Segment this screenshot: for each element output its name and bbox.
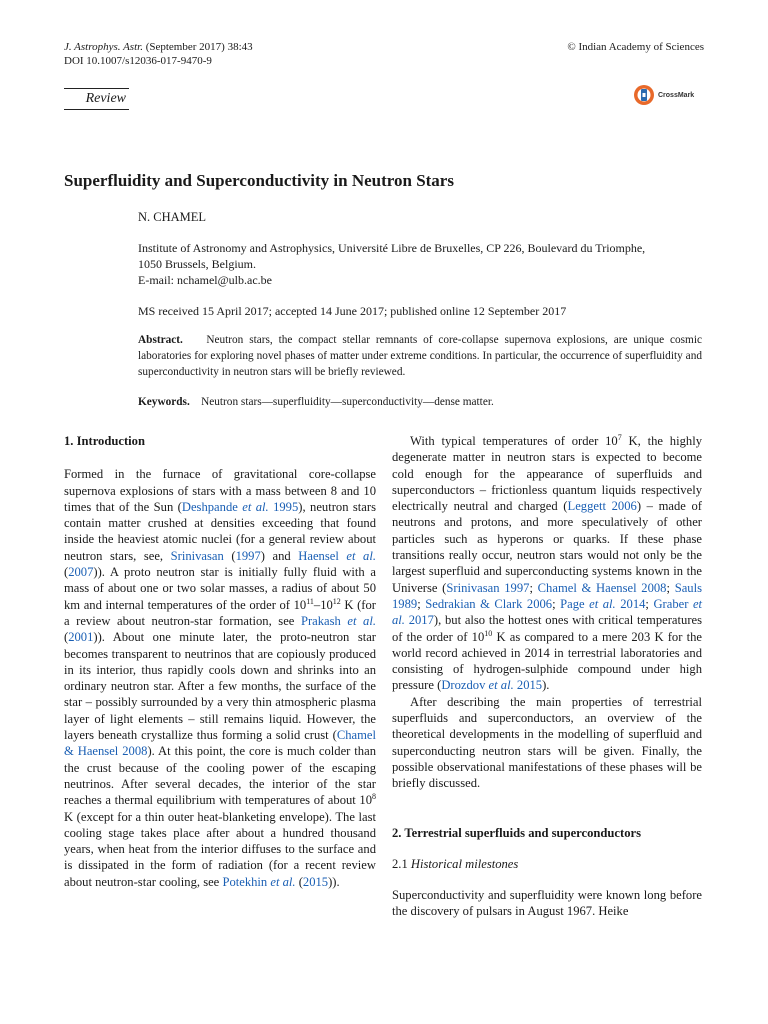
ref-potekhin-year[interactable]: 2015 [302, 874, 329, 889]
ref-deshpande[interactable]: Deshpande et al. 1995 [181, 499, 299, 514]
section-heading-introduction: 1. Introduction [64, 434, 145, 448]
manuscript-dates: MS received 15 April 2017; accepted 14 June 2017; published online 12 September 2017 [138, 304, 567, 318]
ref-haensel-year[interactable]: 2007 [68, 565, 94, 580]
exponent: 11 [306, 596, 314, 606]
ref-potekhin[interactable]: Potekhin et al. [222, 874, 296, 889]
paragraph-history: Superconductivity and superfluidity were known long before the discovery of pulsars in August 1967. Heike [392, 888, 702, 919]
section-heading-terrestrial: 2. Terrestrial superfluids and superconductors [392, 825, 641, 840]
doi[interactable]: DOI 10.1007/s12036-017-9470-9 [64, 55, 212, 67]
ref-prakash[interactable]: Prakash et al. [300, 613, 376, 628]
ref-chamel-haensel-2008[interactable]: Chamel & Haensel 2008 [537, 580, 667, 595]
exponent: 7 [617, 432, 622, 442]
author-email[interactable]: E-mail: nchamel@ulb.ac.be [138, 273, 272, 287]
ref-drozdov[interactable]: Drozdov et al. 2015 [441, 678, 543, 693]
journal-issue: (September 2017) 38:43 [142, 41, 253, 53]
keywords-text: Neutron stars—superfluidity—superconductivity—dense matter. [201, 396, 494, 408]
ref-sedrakian-clark[interactable]: Sedrakian & Clark 2006 [425, 596, 553, 611]
ref-srinivasan-year[interactable]: 1997 [235, 548, 261, 563]
journal-name: J. Astrophys. Astr. [64, 41, 143, 53]
article-type: Review [64, 88, 129, 110]
intro-paragraph: Formed in the furnace of gravitational core-collapse supernova explosions of stars with a mass between 8 and 10 times that of the Sun (Deshpande et al. 1995), neutron stars contain matter crushed at densities exceeding that found inside the heaviest atomic nuclei (for a general review about neutron stars, see, Srinivasan (1997) and Haensel et al. (2007)). A proto neutron star is initially fully fluid with a mass of about one or two solar masses, a radius of about 50 km and internal temperatures of the order of $10^{11}-10^{12}$ K (for a review about neutron-star formation, see Prakash et al. (2001)). About one minute later, the proto-neutron star becomes transparent to neutrinos that are copiously produced in its interior, thus rapidly cools down and shrinks into an ordinary neutron star. After a few months, the surface of the star – possibly surrounded by a very thin atmospheric plasma layer of light elements – still remains liquid. However, the layers beneath crystallize thus forming a solid crust (Chamel & Haensel 2008). At this point, the core is much colder than the crust because of the cooling power of the escaping neutrinos. After several decades, the interior of the star reaches a thermal equilibrium with temperatures of about $10^8$ K (except for a thin outer heat-blanketing envelope). The last cooling stage takes place after about a hundred thousand years, when heat from the interior diffuses to the surface and is dissipated in the form of radiation (for a recent review about neutron-star cooling, see Potekhin et al. (2015)). [64, 467, 376, 889]
paragraph-temperatures: With typical temperatures of order $10^7$ K, the highly degenerate matter in neutron stars is expected to become cold enough for the appearance of superfluids and superconductors – frictionless quantum liquids respectively electrically neutral and charged (Leggett 2006) – made of neutrons and protons, and more speculatively of other particles such as hyperons or quarks. If these phase transitions really occur, neutron stars would not only be the largest superfluid and superconducting systems known in the Universe (Srinivasan 1997; Chamel & Haensel 2008; Sauls 1989; Sedrakian & Clark 2006; Page et al. 2014; Graber et al. 2017), but also the hottest ones with critical temperatures of the order of $10^{10}$ K as compared to a mere 203 K for the world record achieved in 2014 in terrestrial laboratories and consisting of hydrogen-sulphide compound under high pressure (Drozdov et al. 2015). [392, 432, 703, 693]
exponent: 10 [484, 628, 493, 638]
subsection-heading: 2.1 Historical milestones [392, 856, 519, 871]
abstract [138, 332, 702, 380]
crossmark-icon [633, 84, 655, 106]
ref-haensel[interactable]: Haensel et al. [298, 548, 376, 563]
affiliation [138, 240, 708, 288]
affiliation-line-2: 1050 Brussels, Belgium. [138, 257, 257, 271]
abstract-label: Abstract. [138, 334, 183, 346]
left-column [64, 433, 376, 890]
ref-leggett[interactable]: Leggett 2006 [567, 499, 637, 514]
abstract-text: Neutron stars, the compact stellar remnants of core-collapse supernova explosions, are unique cosmic laboratories for exploring novel phases of matter under extreme conditions. In particular, the occurrence of superfluidity and superconductivity in neutron stars will be briefly reviewed. [138, 334, 702, 378]
ref-sauls[interactable]: Sauls 1989 [392, 580, 702, 611]
article-title: Superfluidity and Superconductivity in Neutron Stars [64, 171, 454, 190]
ref-srinivasan[interactable]: Srinivasan [170, 548, 224, 563]
keywords-label: Keywords. [138, 396, 190, 408]
ref-chamel-haensel[interactable]: Chamel & Haensel 2008 [64, 728, 376, 759]
ref-prakash-year[interactable]: 2001 [68, 630, 94, 645]
crossmark-badge[interactable] [633, 84, 694, 106]
affiliation-line-1: Institute of Astronomy and Astrophysics, Université Libre de Bruxelles, CP 226, Boulevard du Triomphe, [138, 241, 646, 255]
exponent: 8 [372, 792, 376, 802]
paragraph-overview: After describing the main properties of terrestrial superfluids and superconductors, an overview of the theoretical developments in the modelling of superfluid and superconducting neutron stars will be given. Finally, the possible observational manifestations of these phases will be briefly discussed. [392, 694, 702, 791]
running-header [64, 40, 253, 68]
ref-srinivasan-1997[interactable]: Srinivasan 1997 [446, 580, 530, 595]
exponent: 12 [332, 596, 341, 606]
ref-page[interactable]: Page et al. 2014 [560, 596, 646, 611]
ref-graber[interactable]: Graber et al. 2017 [392, 596, 703, 628]
right-column [392, 433, 702, 920]
crossmark-label: CrossMark [658, 91, 695, 99]
publisher: © Indian Academy of Sciences [567, 41, 704, 53]
keywords [138, 396, 494, 408]
author: N. CHAMEL [138, 210, 207, 224]
